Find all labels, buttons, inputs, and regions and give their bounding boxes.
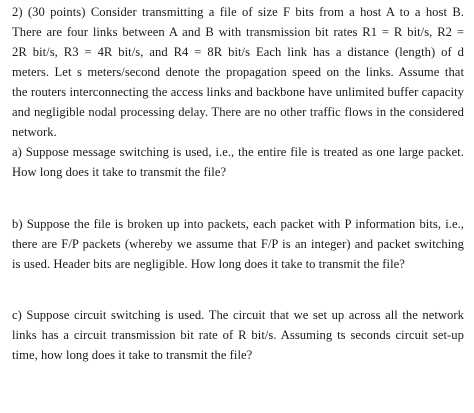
intro-line-5: the routers interconnecting the access links and backbone have unlimited buffer capacity [12, 85, 464, 99]
part-c-line-2: links has a circuit transmission bit rate of R bit/s. Assuming ts seconds circuit set-up [12, 328, 464, 342]
intro-line-4: meters. Let s meters/second denote the propagation speed on the links. Assume that [12, 65, 464, 79]
intro-line-6: and negligible nodal processing delay. There are no other traffic flows in the considered [12, 105, 464, 119]
intro-line-1: 2) (30 points) Consider transmitting a file of size F bits from a host A to a host B. [12, 5, 464, 19]
intro-line-7: network. [12, 125, 57, 139]
intro-line-2: There are four links between A and B with transmission bit rates R1 = R bit/s, R2 = [12, 25, 464, 39]
part-b-line-3: is used. Header bits are negligible. How long does it take to transmit the file? [12, 257, 405, 271]
part-a-line-2: How long does it take to transmit the file? [12, 165, 227, 179]
part-a-line-1: a) Suppose message switching is used, i.e., the entire file is treated as one large packet. [12, 145, 464, 159]
intro-line-3: 2R bit/s, R3 = 4R bit/s, and R4 = 8R bit/s Each link has a distance (length) of d [12, 45, 464, 59]
part-b-line-2: there are F/P packets (whereby we assume that F/P is an integer) and packet switching [12, 237, 464, 251]
part-b-line-1: b) Suppose the file is broken up into packets, each packet with P information bits, i.e., [12, 217, 464, 231]
part-c-line-1: c) Suppose circuit switching is used. The circuit that we set up across all the network [12, 308, 464, 322]
part-c-line-3: time, how long does it take to transmit the file? [12, 348, 253, 362]
